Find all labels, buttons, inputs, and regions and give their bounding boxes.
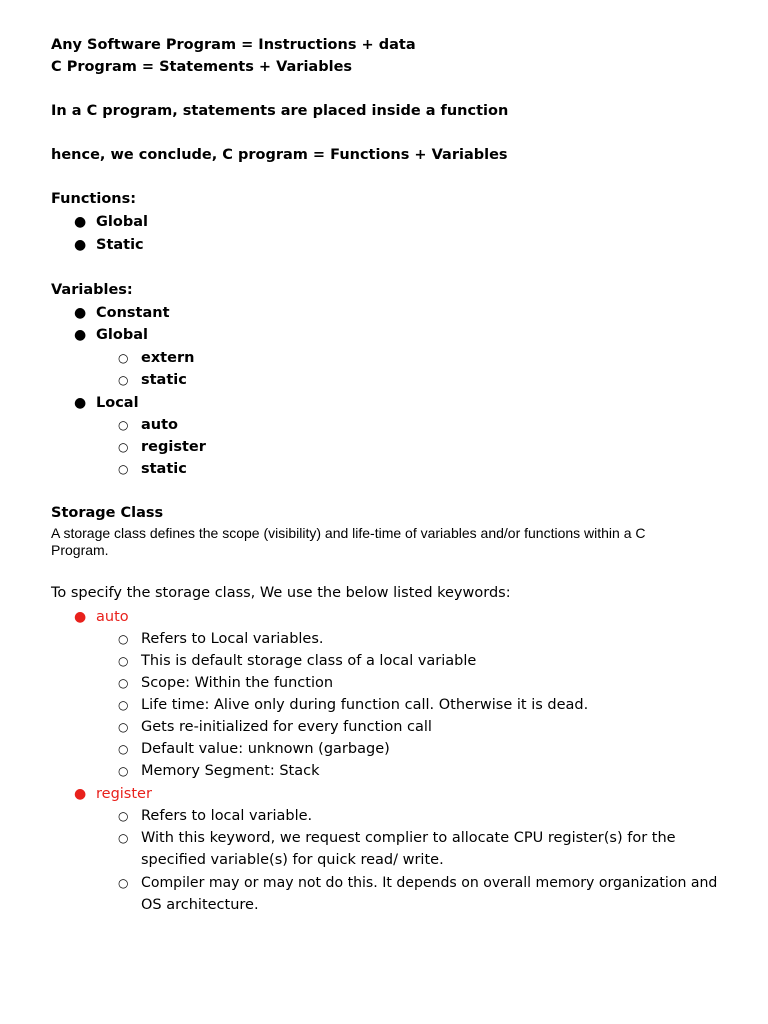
storage-class-definition-line-2: Program. — [51, 542, 109, 558]
bullet-icon: ● — [74, 327, 87, 343]
functions-item-static: Static — [96, 237, 144, 253]
bullet-icon: ● — [74, 305, 87, 321]
register-point-3-line-2: OS architecture. — [141, 897, 259, 913]
red-bullet-icon: ● — [74, 609, 87, 625]
intro-line-4: hence, we conclude, C program = Functions + Variables — [51, 147, 508, 163]
circle-bullet-icon: ○ — [118, 876, 129, 890]
circle-bullet-icon: ○ — [118, 654, 129, 668]
storage-class-definition-line-1: A storage class defines the scope (visibility) and life-time of variables and/or functions within a C — [51, 525, 646, 541]
auto-point-5: Gets re-initialized for every function call — [141, 719, 432, 735]
circle-bullet-icon: ○ — [118, 831, 129, 845]
auto-point-1: Refers to Local variables. — [141, 631, 324, 647]
variables-heading: Variables: — [51, 282, 133, 298]
variables-item-global: Global — [96, 327, 148, 343]
bullet-icon: ● — [74, 237, 87, 253]
circle-bullet-icon: ○ — [118, 764, 129, 778]
variables-item-local: Local — [96, 395, 139, 411]
register-point-1: Refers to local variable. — [141, 808, 313, 824]
intro-line-2: C Program = Statements + Variables — [51, 59, 353, 75]
keywords-intro: To specify the storage class, We use the below listed keywords: — [51, 585, 511, 601]
circle-bullet-icon: ○ — [118, 809, 129, 823]
circle-bullet-icon: ○ — [118, 742, 129, 756]
global-sub-extern: extern — [141, 350, 195, 366]
circle-bullet-icon: ○ — [118, 632, 129, 646]
storage-class-heading: Storage Class — [51, 505, 164, 521]
local-sub-register: register — [141, 439, 206, 455]
variables-item-constant: Constant — [96, 305, 170, 321]
register-point-3-line-1: Compiler may or may not do this. It depends on overall memory organization and — [141, 875, 718, 891]
keyword-auto: auto — [96, 609, 129, 625]
circle-bullet-icon: ○ — [118, 676, 129, 690]
circle-bullet-icon: ○ — [118, 698, 129, 712]
local-sub-static: static — [141, 461, 187, 477]
bullet-icon: ● — [74, 395, 87, 411]
functions-item-global: Global — [96, 214, 148, 230]
auto-point-6: Default value: unknown (garbage) — [141, 741, 390, 757]
circle-bullet-icon: ○ — [118, 418, 129, 432]
red-bullet-icon: ● — [74, 786, 87, 802]
keyword-register: register — [96, 786, 152, 802]
global-sub-static: static — [141, 372, 187, 388]
register-point-2-line-1: With this keyword, we request complier to allocate CPU register(s) for the — [141, 830, 676, 846]
circle-bullet-icon: ○ — [118, 373, 129, 387]
auto-point-4: Life time: Alive only during function call. Otherwise it is dead. — [141, 697, 589, 713]
intro-line-3: In a C program, statements are placed inside a function — [51, 103, 509, 119]
auto-point-7: Memory Segment: Stack — [141, 763, 320, 779]
auto-point-3: Scope: Within the function — [141, 675, 334, 691]
local-sub-auto: auto — [141, 417, 179, 433]
auto-point-2: This is default storage class of a local variable — [141, 653, 477, 669]
circle-bullet-icon: ○ — [118, 440, 129, 454]
functions-heading: Functions: — [51, 191, 137, 207]
register-point-2-line-2: specified variable(s) for quick read/ write. — [141, 852, 444, 868]
circle-bullet-icon: ○ — [118, 462, 129, 476]
bullet-icon: ● — [74, 214, 87, 230]
circle-bullet-icon: ○ — [118, 720, 129, 734]
intro-line-1: Any Software Program = Instructions + data — [51, 37, 416, 53]
circle-bullet-icon: ○ — [118, 351, 129, 365]
